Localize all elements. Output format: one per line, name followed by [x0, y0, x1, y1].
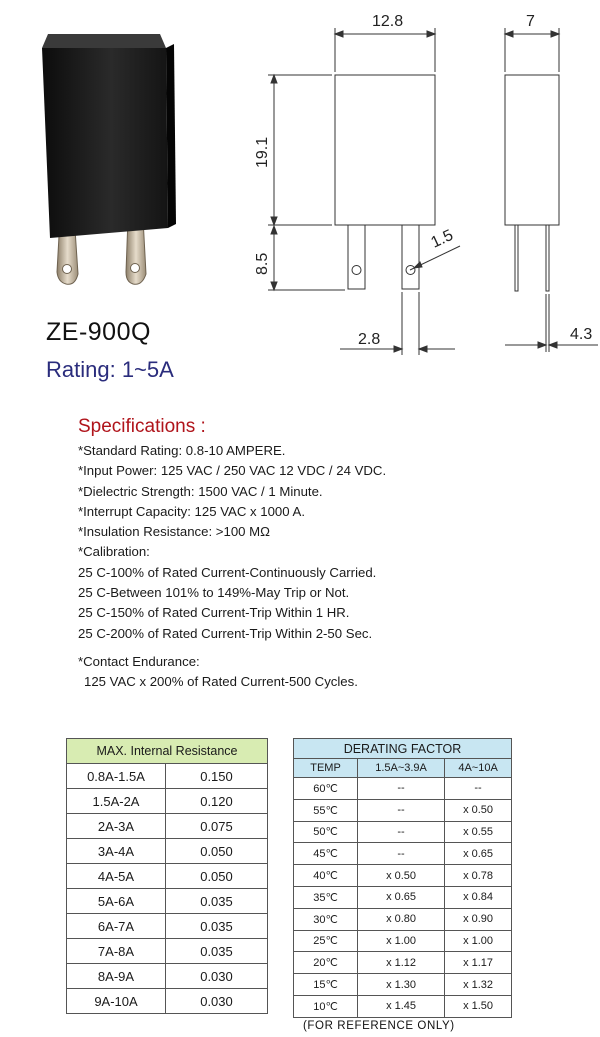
table-cell: x 1.32 [445, 974, 512, 996]
table-cell: 50℃ [294, 821, 358, 843]
spec-endurance-label: *Contact Endurance: [78, 653, 200, 669]
table-cell: 0.075 [166, 814, 268, 839]
table-cell: x 1.45 [358, 995, 445, 1017]
table-cell: 0.050 [166, 864, 268, 889]
table-cell: x 1.00 [358, 930, 445, 952]
table-cell: x 0.50 [445, 799, 512, 821]
table-cell: 40℃ [294, 865, 358, 887]
table-row [67, 864, 268, 889]
table-cell: x 0.78 [445, 865, 512, 887]
table-row [294, 778, 512, 800]
table-row [294, 974, 512, 996]
table-row [67, 989, 268, 1014]
derating-col-high: 4A~10A [445, 759, 512, 778]
table-cell: x 0.65 [358, 886, 445, 908]
table-row [67, 839, 268, 864]
dim-depth: 7 [526, 13, 535, 30]
table-cell: 0.035 [166, 939, 268, 964]
table-cell: x 1.00 [445, 930, 512, 952]
table-row [294, 930, 512, 952]
spec-line: *Calibration: [78, 544, 150, 560]
table-cell: 25℃ [294, 930, 358, 952]
table-cell: x 0.50 [358, 865, 445, 887]
table-cell: 0.8A-1.5A [67, 764, 166, 789]
table-cell: x 1.17 [445, 952, 512, 974]
table-cell: x 0.84 [445, 886, 512, 908]
table-cell: 30℃ [294, 908, 358, 930]
table-cell: x 0.55 [445, 821, 512, 843]
spec-line: *Standard Rating: 0.8-10 AMPERE. [78, 443, 286, 458]
rating-label: Rating: 1~5A [46, 357, 174, 382]
table-row [294, 799, 512, 821]
specifications-heading: Specifications : [78, 416, 206, 437]
table-cell: 6A-7A [67, 914, 166, 939]
table-row [67, 814, 268, 839]
table-cell: 0.050 [166, 839, 268, 864]
derating-table-header: DERATING FACTOR [294, 739, 512, 759]
spec-line: *Dielectric Strength: 1500 VAC / 1 Minute. [78, 483, 323, 499]
resistance-table [66, 738, 268, 1014]
table-cell: 45℃ [294, 843, 358, 865]
dim-pin-spacing: 2.8 [358, 331, 381, 348]
table-cell: -- [358, 843, 445, 865]
table-row [67, 914, 268, 939]
table-cell: -- [358, 821, 445, 843]
table-cell: x 0.90 [445, 908, 512, 930]
table-row [294, 995, 512, 1017]
table-cell: 7A-8A [67, 939, 166, 964]
table-row [67, 964, 268, 989]
table-cell: x 1.12 [358, 952, 445, 974]
derating-col-temp: TEMP [294, 759, 358, 778]
table-cell: 15℃ [294, 974, 358, 996]
spec-line: 25 C-100% of Rated Current-Continuously Carried. [78, 564, 377, 580]
dim-pin-length: 8.5 [254, 252, 271, 275]
table-cell: 4A-5A [67, 864, 166, 889]
dim-hole: 1.5 [428, 226, 456, 252]
dim-height: 19.1 [254, 136, 271, 168]
table-cell: 0.120 [166, 789, 268, 814]
table-row [294, 908, 512, 930]
derating-table [293, 738, 512, 1018]
table-row [294, 886, 512, 908]
table-row [67, 889, 268, 914]
table-cell: -- [358, 799, 445, 821]
table-cell: 2A-3A [67, 814, 166, 839]
table-cell: -- [358, 778, 445, 800]
table-cell: x 0.65 [445, 843, 512, 865]
table-cell: x 1.30 [358, 974, 445, 996]
table-cell: 60℃ [294, 778, 358, 800]
table-row [294, 952, 512, 974]
table-cell: 10℃ [294, 995, 358, 1017]
table-cell: 0.030 [166, 989, 268, 1014]
table-cell: 0.030 [166, 964, 268, 989]
table-cell: 0.035 [166, 914, 268, 939]
table-cell: 55℃ [294, 799, 358, 821]
reference-note: (FOR REFERENCE ONLY) [303, 1020, 455, 1032]
table-cell: 1.5A-2A [67, 789, 166, 814]
table-cell: x 1.50 [445, 995, 512, 1017]
product-photo [30, 28, 190, 298]
table-row [67, 939, 268, 964]
derating-col-low: 1.5A~3.9A [358, 759, 445, 778]
spec-line: *Interrupt Capacity: 125 VAC x 1000 A. [78, 503, 305, 519]
table-row [67, 789, 268, 814]
specifications-list [78, 441, 386, 693]
spec-line: *Input Power: 125 VAC / 250 VAC 12 VDC / 24 VDC. [78, 463, 387, 479]
table-cell: -- [445, 778, 512, 800]
table-cell: 35℃ [294, 886, 358, 908]
spec-line: 25 C-150% of Rated Current-Trip Within 1 HR. [78, 605, 350, 621]
dim-pin-offset: 4.3 [570, 326, 593, 343]
resistance-table-header: MAX. Internal Resistance [67, 739, 268, 764]
table-row [67, 764, 268, 789]
dim-width: 12.8 [372, 13, 404, 30]
model-title: ZE-900Q [46, 318, 151, 346]
table-row [294, 865, 512, 887]
table-cell: 9A-10A [67, 989, 166, 1014]
spec-endurance-value: 125 VAC x 200% of Rated Current-500 Cycles. [84, 674, 358, 690]
table-cell: 0.150 [166, 764, 268, 789]
table-row [294, 821, 512, 843]
spec-line: *Insulation Resistance: >100 MΩ [78, 524, 271, 540]
table-cell: x 0.80 [358, 908, 445, 930]
table-cell: 0.035 [166, 889, 268, 914]
spec-line: 25 C-200% of Rated Current-Trip Within 2-50 Sec. [78, 625, 373, 641]
dimension-drawing [230, 0, 600, 370]
table-cell: 20℃ [294, 952, 358, 974]
table-cell: 3A-4A [67, 839, 166, 864]
spec-line: 25 C-Between 101% to 149%-May Trip or Not. [78, 585, 350, 601]
table-cell: 5A-6A [67, 889, 166, 914]
table-cell: 8A-9A [67, 964, 166, 989]
table-row [294, 843, 512, 865]
